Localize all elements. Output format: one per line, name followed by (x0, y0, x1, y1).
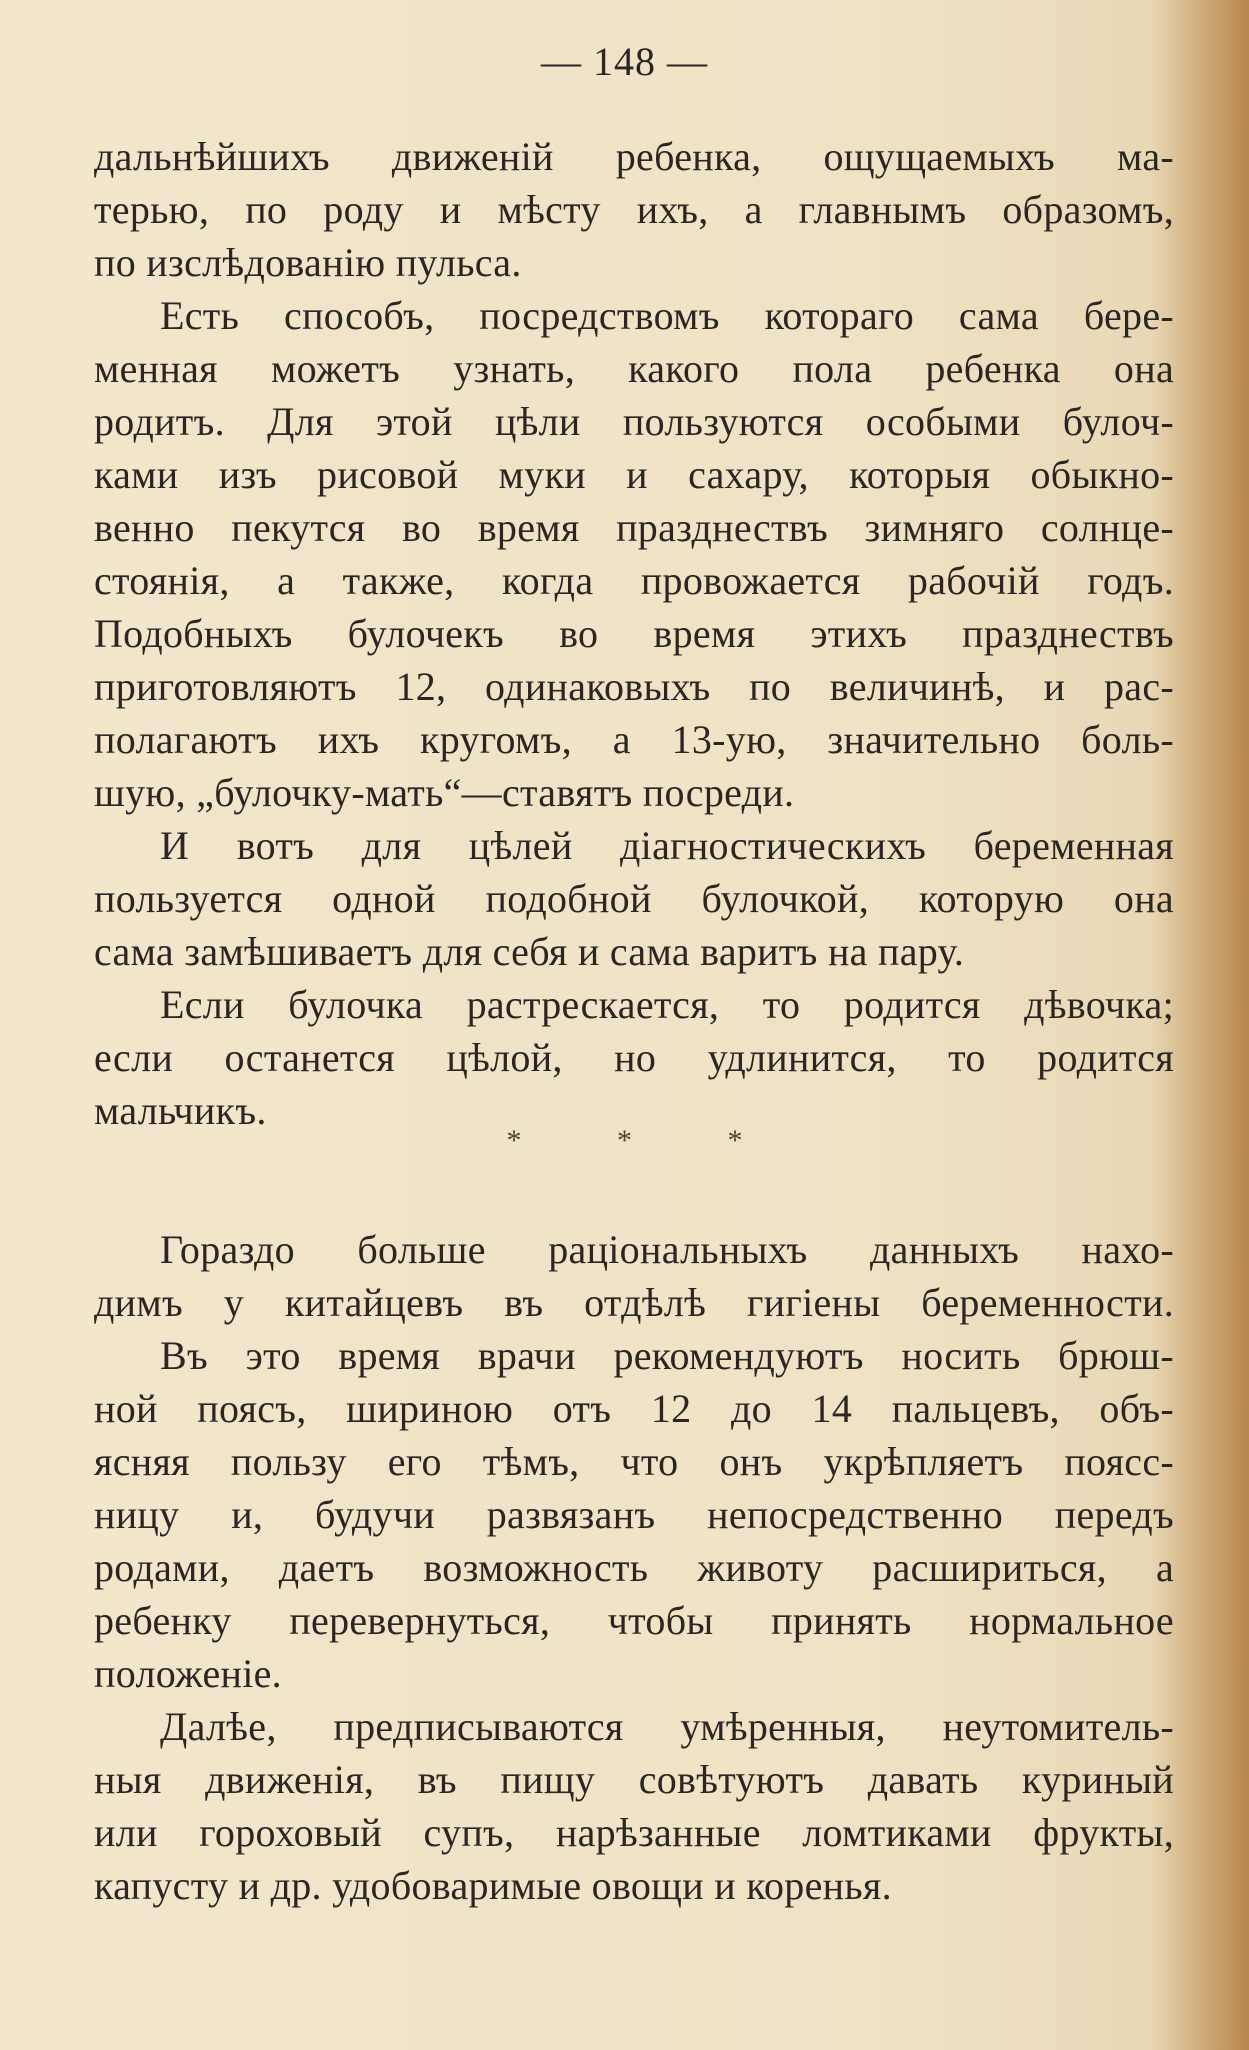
text-line: ницу и, будучи развязанъ непосредственно передъ (94, 1492, 1174, 1537)
text-line: полагаютъ ихъ кругомъ, а 13-ую, значительно боль- (94, 717, 1174, 762)
text-line: или гороховый супъ, нарѣзанные ломтиками фрукты, (94, 1810, 1174, 1855)
text-line: сама замѣшиваетъ для себя и сама варитъ на пару. (94, 929, 965, 974)
text-line: Есть способъ, посредствомъ котораго сама бере- (160, 293, 1174, 338)
text-line: мальчикъ. (94, 1088, 267, 1133)
text-line: ныя движенiя, въ пищу совѣтуютъ давать куриный (94, 1757, 1174, 1802)
text-line: Гораздо больше рацiональныхъ данныхъ нахо- (160, 1227, 1174, 1272)
text-line: пользуется одной подобной булочкой, которую она (94, 876, 1174, 921)
text-line: положенiе. (94, 1651, 282, 1696)
asterism-text: * * * (506, 1124, 787, 1157)
text-line: капусту и др. удобоваримые овощи и коренья. (94, 1863, 892, 1908)
text-line: Далѣе, предписываются умѣренныя, неутомитель- (160, 1704, 1174, 1749)
text-line: шую, „булочку-мать“—ставятъ посреди. (94, 770, 795, 815)
text-line: ной поясъ, шириною отъ 12 до 14 пальцевъ, объ- (94, 1386, 1174, 1431)
text-line: родами, даетъ возможность животу расшириться, а (94, 1545, 1174, 1590)
page-number: — 148 — (541, 39, 708, 84)
text-line: ками изъ рисовой муки и сахару, которыя обыкно- (94, 452, 1174, 497)
text-line: родитъ. Для этой цѣли пользуются особыми булоч- (94, 399, 1174, 444)
text-line: Въ это время врачи рекомендуютъ носить брюш- (160, 1333, 1174, 1378)
text-line: ясняя пользу его тѣмъ, что онъ укрѣпляетъ поясс- (94, 1439, 1174, 1484)
text-block-2 (94, 1223, 1174, 1912)
text-line: венно пекутся во время празднествъ зимняго солнце- (94, 505, 1174, 550)
text-line: по изслѣдованiю пульса. (94, 240, 522, 285)
text-line: Если булочка растрескается, то родится дѣвочка; (160, 982, 1174, 1027)
text-line: приготовляютъ 12, одинаковыхъ по величинѣ, и рас- (94, 664, 1174, 709)
text-line: ребенку перевернуться, чтобы принять нормальное (94, 1598, 1174, 1643)
text-line: И вотъ для цѣлей дiагностическихъ беременная (160, 823, 1174, 868)
asterism-divider (0, 1124, 1249, 1157)
text-line: димъ у китайцевъ въ отдѣлѣ гигiены беременности. (94, 1280, 1174, 1325)
text-line: Подобныхъ булочекъ во время этихъ празднествъ (94, 611, 1174, 656)
text-block-1 (94, 130, 1174, 1137)
text-line: стоянiя, а также, когда провожается рабочiй годъ. (94, 558, 1174, 603)
text-line: если останется цѣлой, но удлинится, то родится (94, 1035, 1174, 1080)
text-line: менная можетъ узнать, какого пола ребенка она (94, 346, 1174, 391)
text-line: дальнѣйшихъ движенiй ребенка, ощущаемыхъ ма- (94, 134, 1174, 179)
text-line: терью, по роду и мѣсту ихъ, а главнымъ образомъ, (94, 187, 1174, 232)
